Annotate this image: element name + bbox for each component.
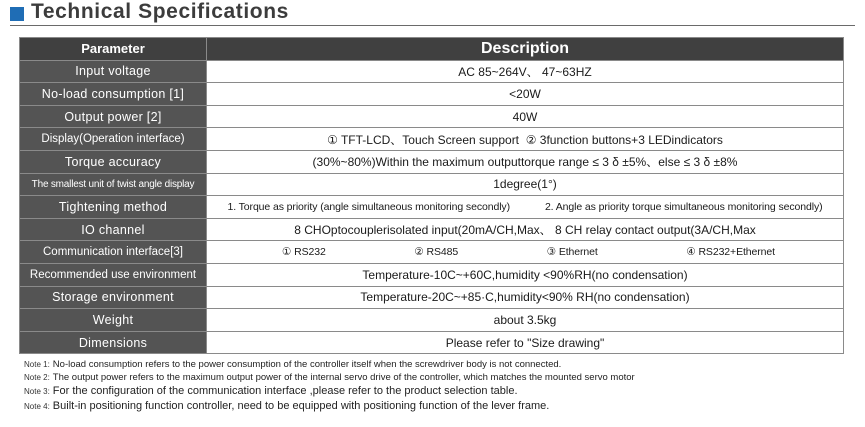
footnote-text: For the configuration of the communication interface ,please refer to the product selection table. (52, 385, 518, 397)
comm-option: ④ RS232+Ethernet (686, 246, 775, 259)
desc-cell: 1degree(1°) (207, 173, 844, 196)
footnote (24, 358, 854, 371)
desc-cell: 40W (207, 105, 844, 128)
table-row (20, 286, 844, 309)
table-row (20, 150, 844, 173)
table-row (20, 331, 844, 354)
section-header (10, 0, 289, 24)
desc-cell: Temperature-20C~+85·C,humidity<90% RH(no condensation) (207, 286, 844, 309)
footnote (24, 399, 854, 414)
footnote-text: No-load consumption refers to the power consumption of the controller itself when the screwdriver body is not connected. (52, 359, 562, 370)
param-cell: Weight (20, 309, 207, 332)
footnote-label: Note 2: (24, 373, 50, 382)
table-row (20, 196, 844, 219)
param-cell: Display(Operation interface) (20, 128, 207, 151)
desc-cell: Temperature-10C~+60C,humidity <90%RH(no condensation) (207, 263, 844, 286)
footnote-label: Note 3: (24, 387, 50, 396)
comm-option: ① RS232 (282, 246, 326, 259)
footnotes (24, 358, 854, 414)
desc-cell: about 3.5kg (207, 309, 844, 332)
footnote-label: Note 4: (24, 402, 50, 411)
desc-cell: AC 85~264V、 47~63HZ (207, 60, 844, 83)
table-row (20, 60, 844, 83)
table-row (20, 83, 844, 106)
param-cell: Storage environment (20, 286, 207, 309)
desc-cell: Please refer to "Size drawing" (207, 331, 844, 354)
table-row (20, 309, 844, 332)
param-cell: Input voltage (20, 60, 207, 83)
desc-cell (207, 241, 844, 264)
footnote (24, 384, 854, 399)
tightening-option-torque: 1. Torque as priority (angle simultaneous monitoring secondly) (227, 200, 510, 213)
tightening-option-angle: 2. Angle as priority torque simultaneous monitoring secondly) (544, 200, 823, 213)
desc-cell: <20W (207, 83, 844, 106)
param-cell: No-load consumption [1] (20, 83, 207, 106)
param-cell: Output power [2] (20, 105, 207, 128)
footnote-text: Built-in positioning function controller, need to be equipped with positioning function of the lever frame. (52, 400, 550, 412)
desc-cell: ① TFT-LCD、Touch Screen support ② 3function buttons+3 LEDindicators (207, 128, 844, 151)
table-row (20, 128, 844, 151)
desc-cell: 8 CHOptocouplerisolated input(20mA/CH,Max、 8 CH relay contact output(3A/CH,Max (207, 218, 844, 241)
column-header-description: Description (207, 38, 844, 61)
comm-option: ③ Ethernet (546, 246, 598, 259)
page-title: Technical Specifications (31, 0, 289, 23)
footnote (24, 371, 854, 384)
table-header-row (20, 38, 844, 61)
title-square-icon (10, 7, 24, 21)
footnote-text: The output power refers to the maximum output power of the internal servo drive of the controller, which matches the mounted servo motor (52, 372, 635, 383)
param-cell: Recommended use environment (20, 263, 207, 286)
param-cell: Communication interface[3] (20, 241, 207, 264)
param-cell: The smallest unit of twist angle display (20, 173, 207, 196)
table-row (20, 263, 844, 286)
table-row (20, 105, 844, 128)
table-row (20, 241, 844, 264)
param-cell: Dimensions (20, 331, 207, 354)
comm-option: ② RS485 (414, 246, 459, 259)
footnote-label: Note 1: (24, 360, 50, 369)
table-row (20, 173, 844, 196)
table-row (20, 218, 844, 241)
desc-cell: (30%~80%)Within the maximum outputtorque range ≤ 3 δ ±5%、else ≤ 3 δ ±8% (207, 150, 844, 173)
column-header-parameter: Parameter (20, 38, 207, 61)
param-cell: Torque accuracy (20, 150, 207, 173)
param-cell: Tightening method (20, 196, 207, 219)
spec-table (19, 37, 844, 354)
desc-cell (207, 196, 844, 219)
title-divider (10, 25, 855, 26)
param-cell: IO channel (20, 218, 207, 241)
